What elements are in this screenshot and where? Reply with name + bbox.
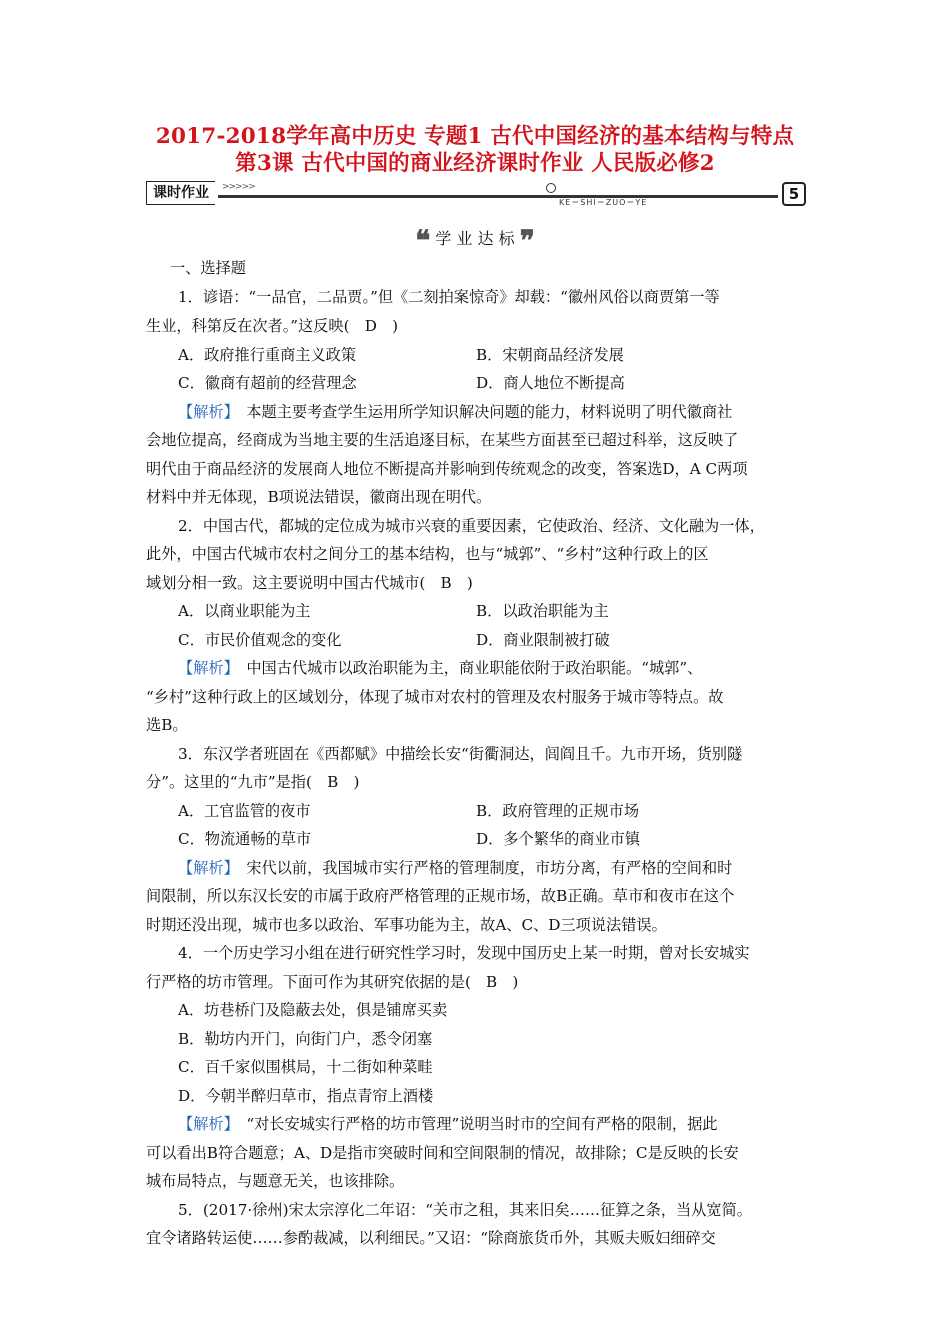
document-title-line-1: 2017-2018学年高中历史 专题1 古代中国经济的基本结构与特点: [155, 124, 795, 149]
q4-explanation-1: 【解析】 “对长安城实行严格的坊市管理”说明当时市的空间有严格的限制，据此: [178, 1115, 718, 1133]
q3-stem-2: 分”。这里的“九市”是指( B ): [146, 773, 360, 791]
q1-explanation-3: 明代由于商品经济的发展商人地位不断提高并影响到传统观念的改变，答案选D，A C两项: [146, 460, 748, 478]
open-quote-icon: ❝: [415, 224, 431, 257]
q2-option-a: A．以商业职能为主: [178, 602, 311, 620]
q1-stem-2: 生业，科第反在次者。”这反映( D ): [146, 317, 399, 335]
banner-subtitle: KE＝SHI＝ZUO＝YE: [559, 198, 648, 207]
banner-label: 课时作业: [146, 181, 215, 205]
q3-explanation-1: 【解析】 宋代以前，我国城市实行严格的管理制度，市坊分离，有严格的空间和时: [178, 859, 733, 877]
q2-explanation-2: “乡村”这种行政上的区域划分，体现了城市对农村的管理及农村服务于城市等特点。故: [146, 688, 724, 706]
q2-stem-2: 此外，中国古代城市农村之间分工的基本结构，也与“城郭”、“乡村”这种行政上的区: [146, 545, 709, 563]
q4-option-b: B．勒坊内开门，向街门户，悉令闭塞: [178, 1030, 433, 1048]
q2-stem-1: 2．中国古代，都城的定位成为城市兴衰的重要因素，它使政治、经济、文化融为一体，: [178, 517, 765, 535]
q3-explanation-3: 时期还没出现，城市也多以政治、军事功能为主，故A、C、D三项说法错误。: [146, 916, 667, 934]
banner-number: 5: [782, 182, 806, 206]
banner-rule: [218, 195, 778, 198]
analysis-tag: 【解析】: [178, 859, 232, 877]
q4-option-a: A．坊巷桥门及隐蔽去处，俱是铺席买卖: [178, 1001, 448, 1019]
section-heading: [0, 224, 950, 257]
q1-option-b: B．宋朝商品经济发展: [476, 346, 624, 364]
q1-explanation-2: 会地位提高，经商成为当地主要的生活追逐目标，在某些方面甚至已超过科举，这反映了: [146, 431, 739, 449]
analysis-tag: 【解析】: [178, 659, 232, 677]
q4-option-c: C．百千家似围棋局，十二街如种菜畦: [178, 1058, 433, 1076]
q1-explanation-4: 材料中并无体现，B项说法错误，徽商出现在明代。: [146, 488, 492, 506]
q4-explanation-3: 城布局特点，与题意无关，也该排除。: [146, 1172, 405, 1190]
q4-stem-1: 4．一个历史学习小组在进行研究性学习时，发现中国历史上某一时期，曾对长安城实: [178, 944, 750, 962]
q1-explanation-1: 【解析】 本题主要考查学生运用所学知识解决问题的能力，材料说明了明代徽商社: [178, 403, 733, 421]
q1-option-a: A．政府推行重商主义政策: [178, 346, 357, 364]
q3-stem-1: 3．东汉学者班固在《西都赋》中描绘长安“街衢洞达，闾阎且千。九市开场，货别隧: [178, 745, 743, 763]
q3-explanation-2: 间限制，所以东汉长安的市属于政府严格管理的正规市场，故B正确。草市和夜市在这个: [146, 887, 735, 905]
q2-option-b: B．以政治职能为主: [476, 602, 609, 620]
q1-option-d: D．商人地位不断提高: [476, 374, 625, 392]
q2-option-c: C．市民价值观念的变化: [178, 631, 342, 649]
q3-option-d: D．多个繁华的商业市镇: [476, 830, 641, 848]
q4-stem-2: 行严格的坊市管理。下面可作为其研究依据的是( B ): [146, 973, 519, 991]
banner-pin-icon: [546, 183, 556, 193]
banner-arrows: >>>>>: [222, 182, 255, 192]
q2-option-d: D．商业限制被打破: [476, 631, 610, 649]
close-quote-icon: ❞: [519, 224, 535, 257]
q5-stem-1: 5．(2017·徐州)宋太宗淳化二年诏：“关市之租，其来旧矣……征算之条，当从宽简。: [178, 1201, 752, 1219]
q4-explanation-2: 可以看出B符合题意；A、D是指市突破时间和空间限制的情况，故排除；C是反映的长安: [146, 1144, 739, 1162]
q3-option-a: A．工官监管的夜市: [178, 802, 311, 820]
q5-stem-2: 宜令诸路转运使……参酌裁减，以利细民。”又诏：“除商旅货币外，其贩夫贩妇细碎交: [146, 1229, 716, 1247]
q2-explanation-3: 选B。: [146, 716, 188, 734]
part-heading: 一、选择题: [170, 259, 246, 277]
q2-stem-3: 域划分相一致。这主要说明中国古代城市( B ): [146, 574, 473, 592]
q1-option-c: C．徽商有超前的经营理念: [178, 374, 357, 392]
document-title-line-2: 第3课 古代中国的商业经济课时作业 人民版必修2: [235, 151, 715, 176]
analysis-tag: 【解析】: [178, 1115, 232, 1133]
q3-option-c: C．物流通畅的草市: [178, 830, 312, 848]
q3-option-b: B．政府管理的正规市场: [476, 802, 640, 820]
q1-stem-1: 1．谚语：“一品官，二品贾。”但《二刻拍案惊奇》却载：“徽州风俗以商贾第一等: [178, 288, 720, 306]
homework-banner: [146, 181, 806, 205]
analysis-tag: 【解析】: [178, 403, 232, 421]
section-label: 学 业 达 标: [435, 229, 515, 248]
q2-explanation-1: 【解析】 中国古代城市以政治职能为主，商业职能依附于政治职能。“城郭”、: [178, 659, 703, 677]
q4-option-d: D．今朝半醉归草市，指点青帘上酒楼: [178, 1087, 434, 1105]
